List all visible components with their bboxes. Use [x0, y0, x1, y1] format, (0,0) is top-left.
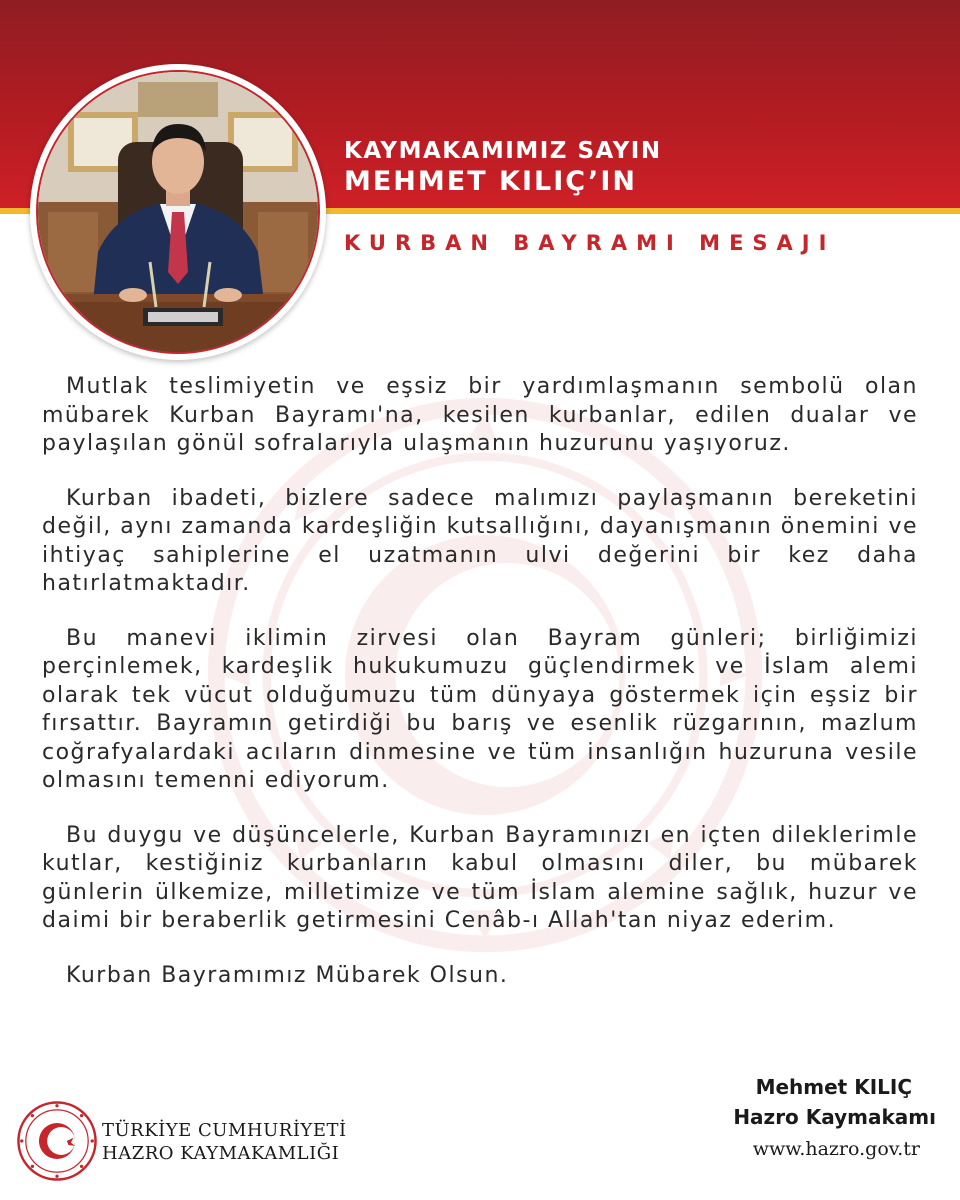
signature-title: Hazro Kaymakamı	[733, 1105, 936, 1129]
institution-line1: TÜRKİYE CUMHURİYETİ	[102, 1120, 347, 1141]
message-paragraph-1: Mutlak teslimiyetin ve eşsiz bir yardımlaşmanın sembolü olan mübarek Kurban Bayramı'na, kesilen kurbanlar, edilen dualar ve paylaşılan gönül sofralarıyla ulaşmanın huzurunu yaşıyoruz.	[42, 374, 918, 456]
website-link[interactable]: www.hazro.gov.tr	[752, 1138, 920, 1160]
header-name: MEHMET KILIÇ’IN	[344, 166, 637, 197]
message-closing: Kurban Bayramımız Mübarek Olsun.	[66, 962, 509, 988]
signature-name: Mehmet KILIÇ	[755, 1075, 912, 1099]
institution-line2: HAZRO KAYMAKAMLIĞI	[102, 1143, 340, 1164]
header-line1: KAYMAKAMIMIZ SAYIN	[344, 138, 662, 164]
page-title: KURBAN BAYRAMI MESAJI	[344, 231, 836, 255]
portrait-frame	[30, 64, 326, 360]
government-seal-icon	[16, 1100, 98, 1182]
message-paragraph-4: Bu duygu ve düşüncelerle, Kurban Bayramınızı en içten dileklerimle kutlar, kestiğiniz kurbanların kabul olmasını diler, bu mübarek günlerin ülkemize, milletimize ve tüm İslam alemine sağlık, huzur ve daimi bir beraberlik getirmesini Cenâb-ı Allah'tan niyaz ederim.	[42, 822, 918, 933]
message-paragraph-2: Kurban ibadeti, bizlere sadece malımızı paylaşmanın bereketini değil, aynı zamanda kardeşliğin kutsallığını, dayanışmanın önemini ve ihtiyaç sahiplerine el uzatmanın ulvi değerini bir kez daha hatırlatmaktadır.	[42, 485, 918, 596]
message-paragraph-3: Bu manevi iklimin zirvesi olan Bayram günleri; birliğimizi perçinlemek, kardeşlik hukukumuzu güçlendirmek ve İslam alemi olarak tek vücut olduğumuzu tüm dünyaya göstermek için eşsiz bir fırsattır. Bayramın getirdiği bu barış ve esenlik rüzgarının, mazlum coğrafyalardaki acıların dinmesine ve tüm insanlığın huzuruna vesile olmasını temenni ediyorum.	[42, 625, 918, 793]
portrait-photo	[36, 70, 320, 354]
message-body	[42, 373, 918, 1016]
